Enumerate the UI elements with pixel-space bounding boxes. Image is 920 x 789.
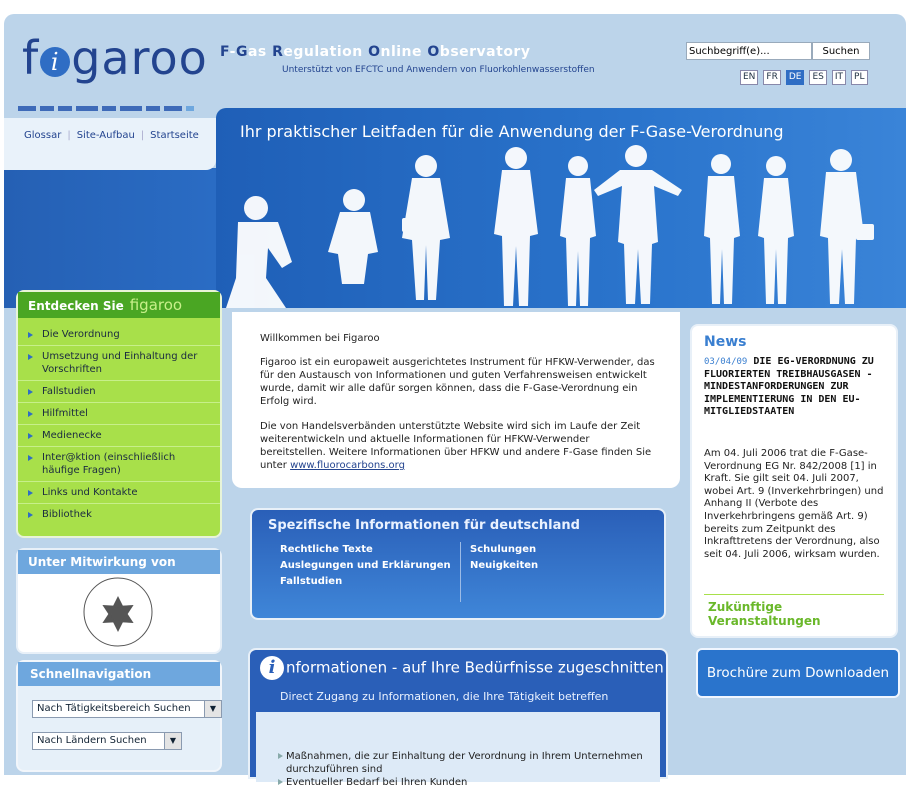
discover-heading — [18, 292, 220, 318]
quicknav-heading: Schnellnavigation — [18, 662, 220, 686]
link-rechtliche-texte[interactable]: Rechtliche Texte — [280, 544, 373, 555]
partner-heading: Unter Mitwirkung von — [18, 550, 220, 574]
workers-silhouette-image — [216, 148, 906, 308]
lang-es[interactable]: ES — [809, 70, 826, 85]
welcome-paragraph-2 — [260, 420, 655, 472]
tagline-cap: O — [427, 44, 440, 60]
brochure-download-button[interactable]: Brochüre zum Downloaden — [696, 648, 900, 698]
site-tagline — [220, 44, 530, 60]
tagline-cap: F — [220, 44, 230, 60]
bra-logo-icon[interactable] — [18, 574, 220, 650]
lang-it[interactable]: IT — [832, 70, 846, 85]
column-divider — [460, 542, 461, 602]
tagline-part: as — [247, 44, 273, 60]
fluorocarbons-link[interactable]: www.fluorocarbons.org — [290, 460, 405, 471]
lang-de[interactable]: DE — [786, 70, 805, 85]
news-headline-text: DIE EG-VERORDNUNG ZU FLUORIERTEN TREIBHAUSGASEN - MINDESTANFORDERUNGEN ZUR IMPLEMENTIERUNG IN DEN EU-MITGLIEDSTAATEN — [704, 356, 874, 418]
menu-item-fallstudien[interactable]: Fallstudien — [18, 381, 220, 403]
lang-fr[interactable]: FR — [763, 70, 780, 85]
info-icon: i — [260, 656, 284, 680]
link-neuigkeiten[interactable]: Neuigkeiten — [470, 560, 539, 571]
country-select-value: Nach Ländern Suchen — [37, 735, 147, 746]
tailored-info-subtitle: Direct Zugang zu Informationen, die Ihre Tätigkeit betreffen — [280, 690, 609, 703]
link-startseite[interactable]: Startseite — [150, 130, 199, 141]
news-title: News — [704, 334, 747, 350]
country-specific-right-links — [470, 542, 538, 574]
menu-item-bibliothek[interactable]: Bibliothek — [18, 504, 220, 525]
tagline-part: nline — [380, 44, 428, 60]
tailored-info-panel — [248, 648, 668, 788]
menu-item-hilfmittel[interactable]: Hilfmittel — [18, 403, 220, 425]
link-site-aufbau[interactable]: Site-Aufbau — [76, 130, 135, 141]
site-subtagline: Unterstützt von EFCTC und Anwendern von Fluorkohlenwasserstoffen — [282, 65, 595, 75]
chevron-down-icon[interactable]: ▼ — [164, 733, 181, 749]
hero-left-band — [4, 168, 216, 308]
tagline-part: - — [229, 44, 236, 60]
link-separator: | — [140, 130, 145, 141]
tailored-info-title — [260, 656, 664, 680]
tagline-cap: O — [368, 44, 381, 60]
activity-select-value: Nach Tätigkeitsbereich Suchen — [37, 703, 191, 714]
news-date: 03/04/09 — [704, 357, 748, 367]
news-headline[interactable] — [704, 356, 889, 419]
activity-select[interactable] — [32, 700, 222, 718]
lang-en[interactable]: EN — [740, 70, 758, 85]
country-specific-title: Spezifische Informationen für deutschland — [268, 518, 580, 533]
logo-letters-garoo: garoo — [71, 31, 208, 85]
chevron-down-icon[interactable]: ▼ — [204, 701, 221, 717]
menu-item-verordnung[interactable]: Die Verordnung — [18, 324, 220, 346]
welcome-paragraph-2-text: Die von Handelsverbänden unterstützte Website wird sich im Laufe der Zeit weiterentwickeln und aktuelle Informationen für HFKW-Verwender bereitstellen. Weitere Informationen über HFKW und andere F-Gase finden Sie unter — [260, 421, 652, 471]
link-glossar[interactable]: Glossar — [24, 130, 62, 141]
page — [4, 14, 906, 788]
logo-wordmark — [22, 30, 208, 86]
link-auslegungen[interactable]: Auslegungen und Erklärungen — [280, 560, 451, 571]
top-links-panel — [4, 118, 216, 170]
welcome-paragraph-1: Figaroo ist ein europaweit ausgerichtetes Instrument für HFKW-Verwender, das für den Austausch von Informationen und guten Verfahrensweisen entwickelt wurde, damit wir alle dafür sorgen können, dass die F-Gase-Verordnung ein Erfolg wird. — [260, 357, 655, 407]
upcoming-events-link[interactable]: Zukünftige Veranstaltungen — [708, 600, 821, 628]
welcome-panel — [232, 312, 680, 488]
search-button[interactable]: Suchen — [812, 42, 870, 60]
news-panel — [690, 324, 898, 638]
menu-item-medienecke[interactable]: Medienecke — [18, 425, 220, 447]
hero-title: Ihr praktischer Leitfaden für die Anwendung der F-Gase-Verordnung — [240, 122, 784, 141]
lang-pl[interactable]: PL — [851, 70, 867, 85]
link-schulungen[interactable]: Schulungen — [470, 544, 537, 555]
tailored-info-title-text: nformationen - auf Ihre Bedürfnisse zugeschnitten — [286, 658, 664, 677]
country-specific-left-links — [280, 542, 451, 590]
list-item[interactable]: Eventueller Bedarf bei Ihren Kunden — [286, 776, 646, 789]
country-specific-panel — [250, 508, 666, 620]
news-body: Am 04. Juli 2006 trat die F-Gase-Verordnung EG Nr. 842/2008 [1] in Kraft. Sie gilt seit 04. Juli 2007, wobei Art. 9 (Inverkehrbringen) und Anhang II (Verbote des Inverkehrbringens gemäß Art. 9) bereits zum Zeitpunkt des Inkrafttretens der Verordnung, also seit 04. Juli 2006, wirksam wurden. — [704, 448, 884, 560]
figaroo-logo[interactable] — [22, 30, 212, 90]
tagline-cap: G — [235, 44, 248, 60]
partner-box — [16, 548, 222, 654]
list-item[interactable]: Maßnahmen, die zur Einhaltung der Verordnung in Ihrem Unternehmen durchzuführen sind — [286, 750, 646, 776]
logo-letter-f: f — [22, 31, 40, 85]
link-fallstudien[interactable]: Fallstudien — [280, 576, 343, 587]
discover-brand-logo: figaroo — [129, 296, 183, 314]
logo-i-icon: i — [40, 47, 70, 77]
tailored-info-list — [256, 712, 660, 788]
welcome-heading: Willkommen bei Figaroo — [260, 333, 380, 344]
tagline-part: bservatory — [439, 44, 531, 60]
hero-banner — [216, 108, 906, 308]
discover-title: Entdecken Sie — [28, 299, 124, 313]
decorative-bars — [18, 106, 194, 111]
quick-navigation — [16, 660, 222, 772]
menu-item-umsetzung[interactable]: Umsetzung und Einhaltung der Vorschriften — [18, 346, 220, 381]
link-separator: | — [67, 130, 71, 141]
language-switcher — [740, 70, 868, 85]
news-divider — [704, 594, 884, 595]
tagline-cap: R — [272, 44, 284, 60]
discover-menu — [16, 290, 222, 538]
menu-item-interaktion[interactable]: Inter@ktion (einschließlich häufige Fragen) — [18, 447, 220, 482]
menu-item-links-kontakte[interactable]: Links und Kontakte — [18, 482, 220, 504]
country-select[interactable] — [32, 732, 182, 750]
tagline-part: egulation — [283, 44, 369, 60]
search-input[interactable] — [686, 42, 812, 60]
